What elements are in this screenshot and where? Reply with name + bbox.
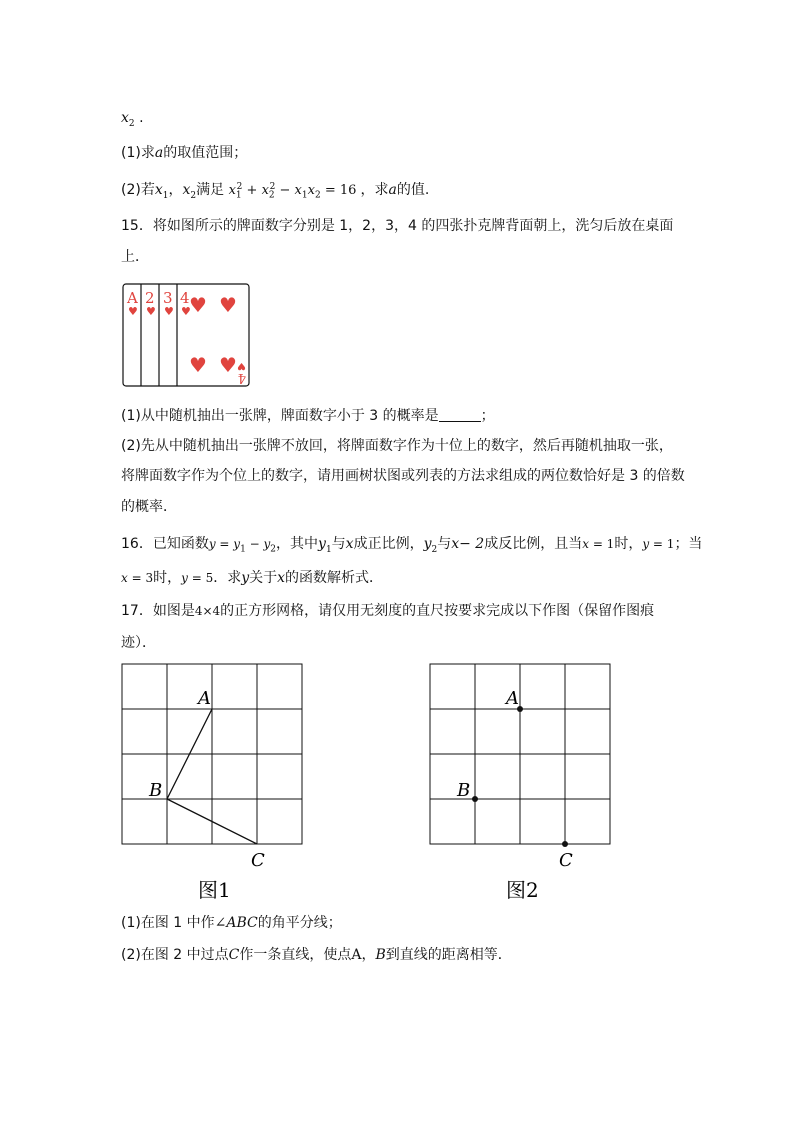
q17-stem-line2: 迹）．: [121, 635, 156, 651]
sub: 2: [190, 190, 197, 201]
eq-term: x: [294, 183, 302, 198]
label-b: B: [457, 780, 471, 801]
q16-line2: [121, 568, 383, 588]
text: 17．如图是: [121, 603, 195, 619]
point-name: C: [228, 947, 240, 963]
sub: 1: [325, 544, 332, 555]
text: 时，: [614, 536, 643, 552]
var: y: [423, 536, 432, 552]
q16-line1: [121, 534, 702, 554]
eq-term: x: [228, 183, 236, 198]
op: −: [275, 183, 295, 198]
sub: 1: [235, 190, 242, 201]
text: 若: [140, 182, 155, 198]
heart-icon: ♥: [128, 305, 138, 318]
q15-part2-line3: 的概率．: [121, 499, 177, 515]
label-b: B: [149, 780, 163, 801]
var: y: [642, 537, 650, 551]
heart-icon: ♥: [237, 360, 246, 371]
figure-1: [110, 655, 310, 905]
figure-caption: 图1: [198, 878, 231, 902]
q14-part1: [121, 143, 247, 163]
text: 关于: [249, 570, 278, 586]
text: ，: [168, 182, 183, 198]
q15-stem-line2: 上．: [121, 249, 149, 265]
var: x: [345, 536, 354, 552]
heart-icon: ♥: [164, 305, 174, 318]
expr: x− 2: [451, 536, 485, 552]
sub: 2: [268, 190, 275, 201]
text: 的正方形网格，请仅用无刻度的直尺按要求完成以下作图（保留作图痕: [220, 603, 655, 619]
q15-part2-line2: 将牌面数字作为个位上的数字，请用画树状图或列表的方法求组成的两位数恰好是 3 的倍数: [121, 468, 685, 484]
point-name: A: [351, 947, 362, 963]
value: = 1: [649, 537, 675, 551]
q15-part2-line1: (2)先从中随机抽出一张牌不放回，将牌面数字作为十位上的数字，然后再随机抽取一张，: [121, 438, 673, 454]
sub: 2: [270, 544, 277, 555]
label-a: A: [506, 688, 519, 709]
heart-icon: ♥: [181, 305, 191, 318]
text: 成正比例，: [353, 536, 424, 552]
text: 成反比例，且当: [484, 536, 583, 552]
part-number: (1): [121, 145, 141, 161]
text: 求: [140, 145, 155, 161]
card-rank-3: 3: [163, 289, 173, 307]
sub: 2: [314, 190, 321, 201]
var-a: a: [154, 145, 164, 161]
var-a: a: [388, 182, 397, 198]
x2-sub: 2: [128, 118, 135, 129]
text: 到直线的距离相等．: [385, 947, 512, 963]
q17-part2: [121, 945, 512, 965]
text: (2)在图 2 中过点: [121, 947, 229, 963]
point-name: B: [375, 947, 386, 963]
text: 时，: [153, 570, 182, 586]
text: ．求: [213, 570, 242, 586]
text: (1)从中随机抽出一张牌，牌面数字小于 3 的概率是: [121, 408, 439, 424]
var: x: [121, 571, 128, 585]
text: (1)在图 1 中作: [121, 915, 215, 931]
text: 的函数解析式．: [285, 570, 384, 586]
q14-part2: [121, 180, 429, 201]
text: ；: [480, 408, 495, 424]
var: y: [233, 537, 241, 551]
label-a: A: [198, 688, 211, 709]
q15-part1: [121, 406, 495, 426]
grid-2: [430, 664, 610, 844]
q17-stem-line1: [121, 601, 654, 621]
q15-stem-line1: 15．将如图所示的牌面数字分别是 1，2，3，4 的四张扑克牌背面朝上，洗匀后放在桌面: [121, 218, 674, 234]
value: = 1: [589, 537, 615, 551]
sub: 1: [240, 544, 246, 555]
text: ，求: [360, 182, 389, 198]
var-x1: x: [154, 182, 163, 198]
heart-icon: ♥: [189, 293, 207, 317]
var-x2: x: [182, 182, 191, 198]
point-b: [472, 796, 478, 802]
equation: [228, 181, 361, 201]
var: x: [277, 570, 286, 586]
op: +: [242, 183, 262, 198]
label-c: C: [251, 850, 265, 871]
text: 与: [331, 536, 346, 552]
figure-2: [418, 655, 618, 905]
text: 满足: [196, 182, 225, 198]
op: −: [245, 537, 264, 551]
text: 的取值范围；: [163, 145, 248, 161]
card-rank-2: 2: [145, 289, 155, 307]
value: = 5: [187, 571, 214, 585]
sub: 1: [301, 190, 308, 201]
var: y: [263, 537, 271, 551]
answer-blank[interactable]: [439, 407, 481, 422]
sup: 2: [269, 181, 276, 192]
q17-part1: [121, 913, 342, 933]
angle-name: ABC: [226, 915, 258, 931]
eq-term: x: [261, 183, 269, 198]
var: y: [181, 571, 188, 585]
text: ，其中: [276, 536, 319, 552]
text: 与: [437, 536, 452, 552]
intro-line: [121, 108, 144, 128]
heart-icon: ♥: [219, 293, 237, 317]
text: 的值.: [396, 182, 430, 198]
card-rank-4-inverted: 4: [237, 370, 246, 385]
var: y: [318, 536, 326, 552]
angle-symbol: ∠: [214, 915, 227, 931]
heart-icon: ♥: [219, 353, 237, 377]
grid-size: 4×4: [194, 604, 221, 618]
eq-rhs: = 16: [320, 183, 357, 198]
var: y: [241, 570, 250, 586]
text: 作一条直线，使点: [239, 947, 352, 963]
op: =: [215, 537, 234, 551]
figure-caption: 图2: [506, 878, 539, 902]
card-rank-4: 4: [180, 289, 190, 307]
part-number: (2): [121, 182, 141, 198]
grid-1: [122, 664, 302, 844]
text: ；当: [674, 536, 703, 552]
text: 16．已知函数: [121, 536, 209, 552]
x2-var: x: [121, 110, 129, 126]
value: = 3: [127, 571, 154, 585]
cards-figure: [122, 283, 252, 388]
eq-term: x: [307, 183, 315, 198]
x2-end: .: [139, 110, 144, 126]
sub: 1: [162, 190, 169, 201]
label-c: C: [559, 850, 573, 871]
var: y: [208, 537, 216, 551]
point-c: [562, 841, 568, 847]
sup: 2: [236, 181, 243, 192]
card-rank-a: A: [127, 289, 138, 307]
var: x: [582, 537, 589, 551]
heart-icon: ♥: [189, 353, 207, 377]
text: ，: [361, 947, 376, 963]
text: 的角平分线；: [257, 915, 342, 931]
heart-icon: ♥: [146, 305, 156, 318]
sub: 2: [431, 544, 438, 555]
